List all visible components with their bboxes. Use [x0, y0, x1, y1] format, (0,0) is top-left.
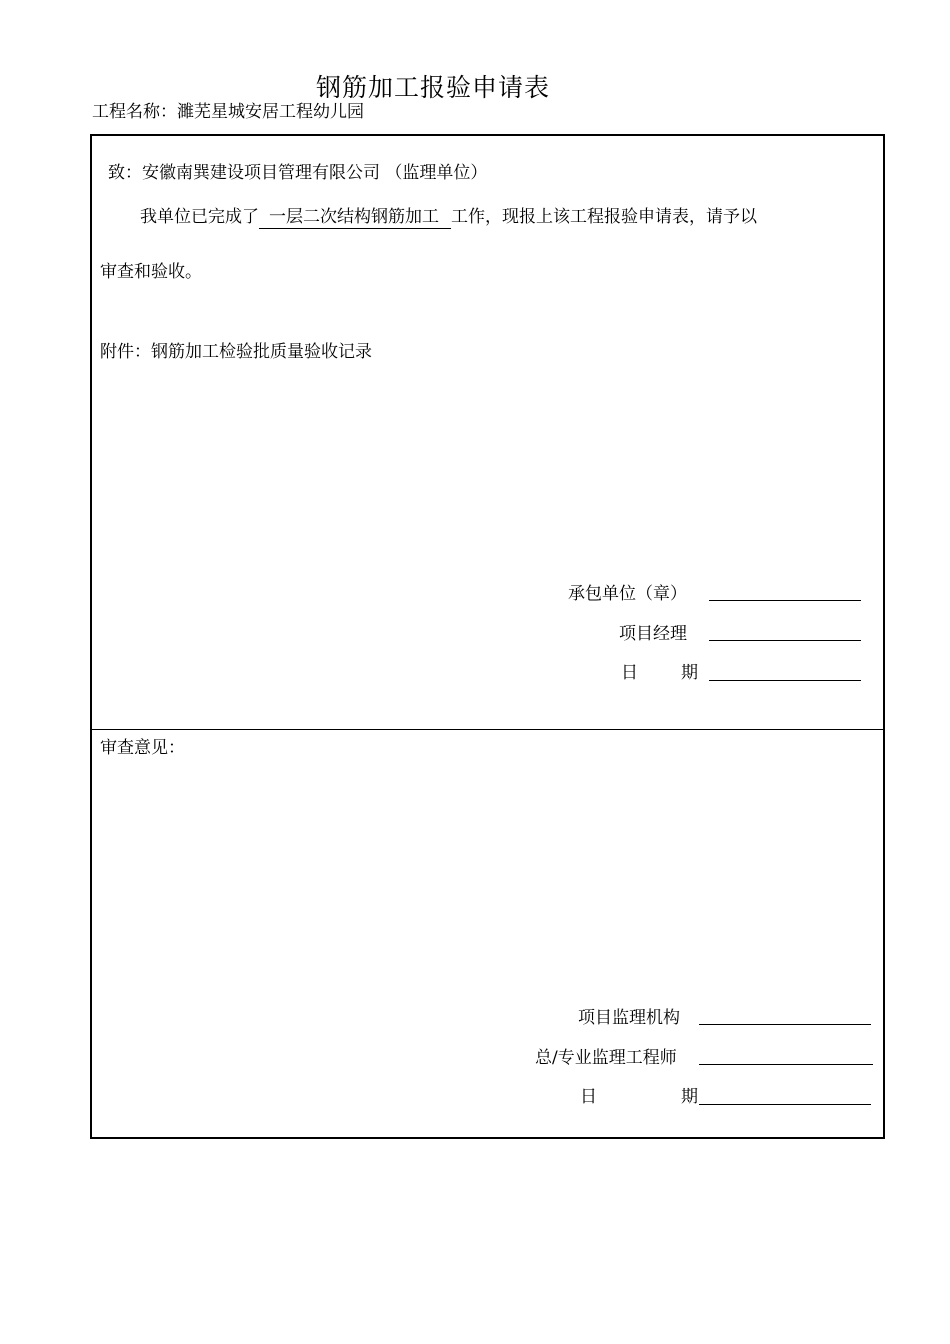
supervision-org-label: 项目监理机构 [578, 1008, 680, 1028]
review-heading: 审查意见： [100, 738, 185, 758]
chief-engineer-signature-line [699, 1064, 873, 1065]
project-name-row [92, 97, 364, 122]
contractor-label: 承包单位（章） [568, 584, 687, 604]
addressee-line: 致：安徽南巽建设项目管理有限公司 （监理单位） [108, 163, 488, 183]
form-title: 钢筋加工报验申请表 [316, 73, 551, 102]
attachment-line: 附件：钢筋加工检验批质量验收记录 [100, 342, 372, 362]
supervision-org-signature-line [699, 1024, 871, 1025]
chief-engineer-label: 总/专业监理工程师 [535, 1048, 677, 1068]
application-body-line2: 审查和验收。 [100, 262, 202, 282]
application-body-line1 [140, 202, 757, 229]
body-prefix: 我单位已完成了 [140, 207, 259, 227]
form-frame [90, 134, 885, 1139]
project-manager-signature-line [709, 640, 861, 641]
date-label-1-char1: 日 [621, 663, 638, 683]
date-signature-line-1 [709, 680, 861, 681]
body-suffix: 工作，现报上该工程报验申请表，请予以 [451, 207, 757, 227]
date-label-2-char1: 日 [580, 1087, 597, 1107]
date-signature-line-2 [699, 1104, 871, 1105]
date-label-2-char2: 期 [681, 1087, 698, 1107]
project-manager-label: 项目经理 [619, 624, 687, 644]
project-name-label: 工程名称： [92, 102, 177, 122]
contractor-signature-line [709, 600, 861, 601]
work-item-field: 一层二次结构钢筋加工 [259, 206, 451, 229]
section-divider [92, 729, 883, 730]
date-label-1-char2: 期 [681, 663, 698, 683]
project-name-value: 濉芜星城安居工程幼儿园 [177, 102, 364, 122]
